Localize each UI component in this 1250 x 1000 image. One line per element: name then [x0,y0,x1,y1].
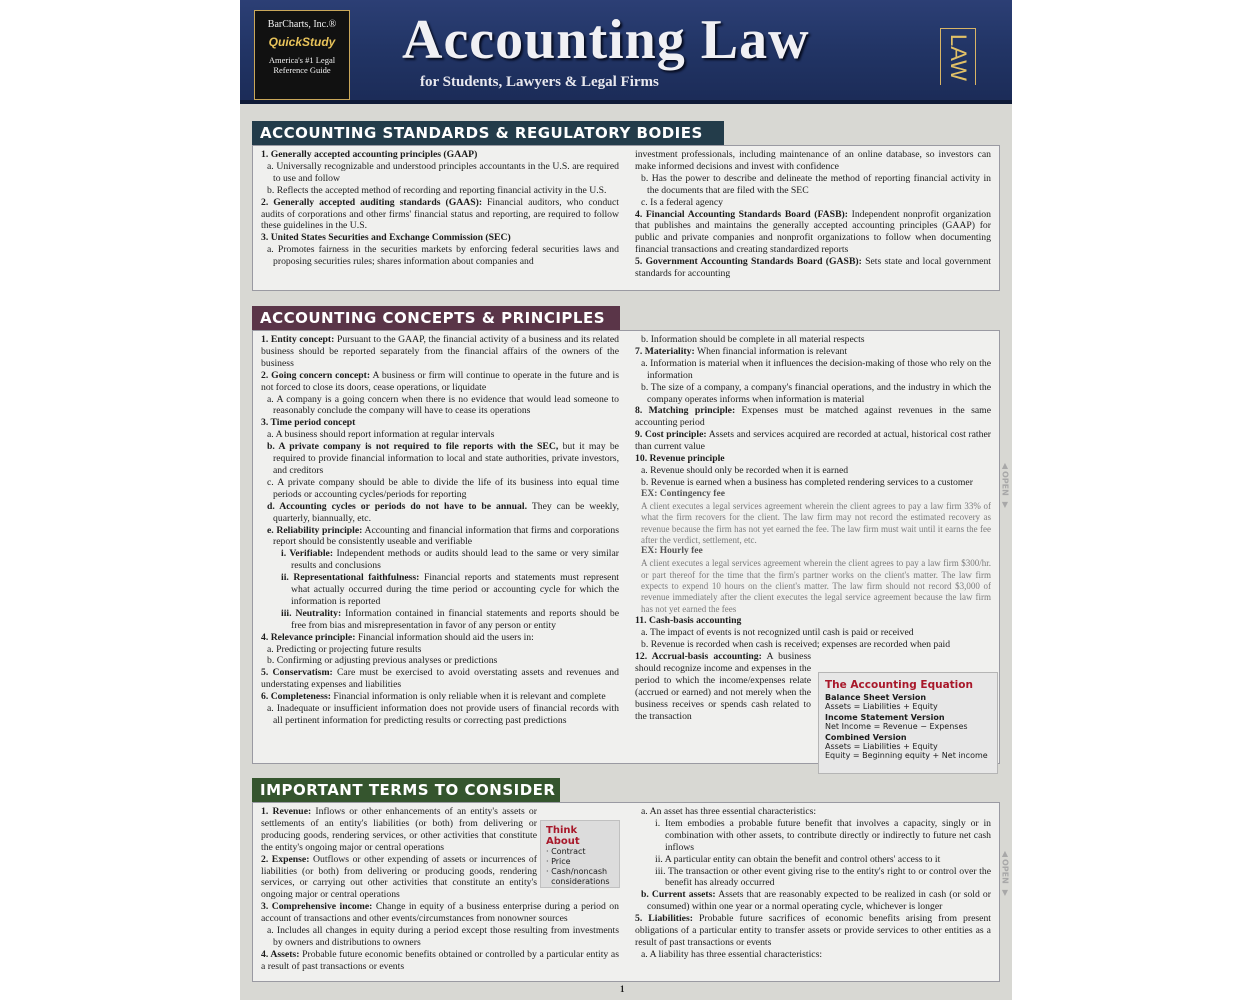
law-tab [940,28,976,85]
list-item-term: ii. Representational faithfulness: [281,572,420,584]
list-item-term: b. Current assets: [641,889,716,901]
list-item [261,441,619,477]
list-item-text: Financial auditors, who conduct audits of corporations and other firms' financial status and reporting, are required to follow these guidelines in the U.S. [261,196,620,232]
list-item [635,949,991,961]
list-item [635,639,991,651]
brand-logo: QuickStudy [268,35,336,49]
list-item [635,465,991,477]
list-item-text: Financial information should aid the users in: [355,631,534,643]
list-item-term: 1. Generally accepted accounting principles (GAAP) [261,149,478,160]
law-tab-label: LAW [946,33,971,81]
list-item-text: Assets and services acquired are recorded at actual, historical cost rather than current value [635,429,991,453]
brand-company: BarCharts, Inc.® [267,19,337,30]
list-item-term: 3. United States Securities and Exchange Commission (SEC) [261,232,511,244]
list-item-text: investment professionals, including maintenance of an online database, so investors can make informed decisions and invest with confidence [635,149,991,172]
think-item: · Contract [546,847,586,856]
list-item [635,889,991,913]
example-heading: EX: Hourly fee [641,546,703,557]
think-item: · Price [546,857,571,866]
list-item-text: A business should recognize income and expenses in the period to which the income/expenses relate (accrued or earned) and not merely when the business receives or spends cash related to the transaction [635,650,811,722]
list-item-term: 5. Government Accounting Standards Board (GASB): [635,256,862,268]
think-item: · Cash/noncash [546,867,608,876]
example-text: A client executes a legal services agreement wherein the client agrees to pay a law firm $300/hr. or part thereof for the time that the firm's partner works on the client's matter. The law firm expects to expend 10 hours on the client's matter. The law firm should not record $3,000 of revenue immediately after the client executes the legal service agreement because the law firm has not yet earned the fees [641,558,991,614]
list-item [635,429,991,453]
list-item [261,525,619,549]
list-item [635,256,991,280]
list-item-term: 1. Entity concept: [261,334,335,345]
list-item-text: Financial reports and statements must represent what actually occurred during the time period or accounting cycle for which the information is reported [291,572,619,607]
balance-sheet-label: Balance Sheet Version [825,693,927,702]
list-item-text: b. Confirming or adjusting previous analyses or predictions [267,655,498,667]
income-statement-formula: Net Income = Revenue − Expenses [825,722,968,731]
list-item [635,209,991,257]
list-item [261,334,619,370]
list-item-text: b. The size of a company, a company's financial operations, and the industry in which the company operates informs when information is material [641,381,991,405]
list-item-term: iii. Neutrality: [281,607,342,619]
terms-right-column [635,806,991,961]
standards-left-column [261,149,619,268]
list-item-text: Independent methods or audits should lead to the same or very similar results and conclusions [291,548,620,572]
list-item-term: e. Reliability principle: [267,524,363,536]
list-item [635,806,991,818]
list-item [261,477,619,501]
open-tab-top-label: OPEN [1000,471,1010,496]
list-item [261,417,619,429]
list-item [635,651,811,722]
list-item [261,667,619,691]
list-item [261,655,619,667]
list-item [635,818,991,854]
section-terms [252,802,1000,982]
list-item-text: iii. The transaction or other event giving rise to the entity's right to or control over the benefit has already occurred [655,865,991,889]
list-item-text: a. Includes all changes in equity during a period except those resulting from investments by owners and distributions to owners [267,925,619,948]
list-item-text: a. A company is a going concern when there is no evidence that would lead someone to reasonably conclude the company will have to cease its operations [267,393,619,417]
list-item [635,334,991,346]
section-header-standards: ACCOUNTING STANDARDS & REGULATORY BODIES [252,121,724,145]
list-item-term: 2. Going concern concept: [261,369,371,381]
list-item-text: Assets that are reasonably expected to be realized in cash (or sold or consumed) within one year or a normal operating cycle, whichever is longer [647,889,992,913]
header-banner [240,0,1012,104]
list-item [635,405,991,429]
list-item [635,477,991,489]
list-item-term: 6. Completeness: [261,691,331,703]
list-item-text: a. Information is material when it influences the decision-making of those who rely on the information [641,357,991,381]
list-item-term: 8. Matching principle: [635,405,736,417]
list-item [635,627,991,639]
list-item-text: b. Reflects the accepted method of recording and reporting financial activity in the U.S. [267,184,607,196]
list-item-text: a. Promotes fairness in the securities markets by enforcing federal securities laws and proposing securities rules; shares information about companies and [267,244,619,268]
list-item-text: Pursuant to the GAAP, the financial activity of a business and its related business should be reported separately from the financial affairs of the owners of the business [261,334,620,369]
list-item-text: a. Predicting or projecting future results [267,643,422,655]
list-item-text: Outflows or other expending of assets or incurrences of liabilities (or both) from delivering or producing goods, rendering services, or carrying out other activities that constitute an entity's ongoing major or central operations [261,853,537,901]
section-header-terms: IMPORTANT TERMS TO CONSIDER [252,778,560,802]
list-item-text: b. Revenue is recorded when cash is received; expenses are recorded when paid [641,639,951,651]
list-item [261,197,619,233]
list-item-text: Information contained in financial statements and reports should be free from bias and misrepresentation in favor of any person or entity [291,607,619,631]
list-item-text: a. A liability has three essential characteristics: [641,948,823,960]
list-item-term: 7. Materiality: [635,345,695,357]
list-item-text: Probable future economic benefits obtained or controlled by a particular entity as a result of past transactions or events [261,948,619,972]
open-tab-bottom: ▲ OPEN ▼ [1000,849,1010,897]
open-tab-top: ▲ OPEN ▼ [1000,461,1010,509]
list-item [261,429,619,441]
list-item-text: a. An asset has three essential characteristics: [641,806,817,817]
list-item [261,244,619,268]
list-item [261,691,619,703]
list-item [261,703,619,727]
combined-label: Combined Version [825,733,907,742]
list-item-text: b. Has the power to describe and delineate the method of reporting financial activity in the documents that are filed with the SEC [641,172,991,196]
list-item-term: 4. Financial Accounting Standards Board (FASB): [635,208,848,220]
list-item-term: 5. Conservatism: [261,667,333,679]
list-item [635,615,991,627]
list-item-text: c. Is a federal agency [641,196,724,208]
list-item [261,185,619,197]
list-item [261,232,619,244]
list-item [261,149,619,161]
list-item [261,370,619,394]
list-item [635,854,991,866]
list-item [261,854,537,902]
list-item-text: i. Item embodies a probable future benefit that involves a capacity, singly or in combination with other assets, to contribute directly or indirectly to future net cash inflows [655,817,991,853]
list-item-text: They can be weekly, quarterly, biannually, etc. [273,500,619,524]
accounting-equation-box [818,672,998,774]
list-item-term: 4. Relevance principle: [261,631,356,643]
list-item [261,572,619,608]
list-item-text: Care must be exercised to avoid overstating assets and revenues and understating expenses and liabilities [261,667,619,691]
list-item [635,382,991,406]
list-item-text: Change in equity of a business enterprise during a period on account of transactions and other events/circumstances from nonowner sources [261,901,619,925]
think-item: considerations [546,877,610,886]
think-about-title: Think About [546,825,580,847]
list-item [635,358,991,382]
list-item-text: c. A private company should be able to divide the life of its business into equal time periods or accounting cycles/periods for reporting [267,476,619,500]
page-title: Accounting Law [402,9,810,71]
income-statement-label: Income Statement Version [825,713,945,722]
list-item [261,901,619,925]
list-item [261,608,619,632]
list-item [261,501,619,525]
list-item [635,346,991,358]
list-item-text: Inflows or other enhancements of an entity's assets or settlements of an entity's liabilities (or both) from delivering or producing goods, rendering services, or other activities that constitute the entity's ongoing major or central operations [261,806,537,853]
list-item [635,197,991,209]
list-item-text: Probable future sacrifices of economic benefits arising from present obligations of a particular entity to transfer assets or provide services to other entities as a result of past transactions or events [635,913,991,948]
list-item-term: 11. Cash-basis accounting [635,615,742,627]
concepts-right-column [635,334,991,722]
list-item-text: a. The impact of events is not recognized until cash is paid or received [641,627,914,639]
brand-box [254,10,350,100]
concepts-left-column [261,334,619,727]
standards-right-column [635,149,991,280]
list-item-text: a. Inadequate or insufficient information does not provide users of financial records with all pertinent information for predicting results or correcting past predictions [267,703,619,726]
brand-tagline: America's #1 Legal Reference Guide [268,55,336,75]
page-number: 1 [620,984,625,994]
combined-formula-2: Equity = Beginning equity + Net income [825,751,988,760]
list-item [635,173,991,197]
list-item-term: d. Accounting cycles or periods do not have to be annual. [267,500,528,512]
list-item [635,913,991,949]
list-item-term: 2. Expense: [261,853,310,865]
list-item-text: A business or firm will continue to operate in the future and is not forced to close its doors, cease operations, or liquidate [261,369,619,393]
list-item-text: Sets state and local government standards for accounting [635,256,991,280]
list-item-text: When financial information is relevant [694,345,848,357]
list-item-term: b. A private company is not required to file reports with the SEC, [267,441,559,453]
list-item-text: b. Revenue is earned when a business has completed rendering services to a customer [641,476,973,488]
list-item-text: Financial information is only reliable when it is relevant and complete [330,691,606,703]
list-item-term: 3. Time period concept [261,417,356,429]
combined-formula-1: Assets = Liabilities + Equity [825,742,938,751]
section-standards [252,145,1000,291]
list-item-term: 10. Revenue principle [635,453,725,465]
list-item-text: a. Universally recognizable and understood principles accountants in the U.S. are required to use and follow [267,160,619,184]
example-text: A client executes a legal services agreement wherein the client agrees to pay a law firm 33% of what the firm recovers for the client. The law firm may not record the estimated recovery as revenue because the firm has not yet earned the fee. The law firm must wait until it earns the fee after the verdict, settlement, etc. [641,500,991,545]
reference-guide-page [240,0,1012,1000]
list-item [261,632,619,644]
list-item-text: Expenses must be matched against revenues in the same accounting period [635,405,992,429]
example-heading: EX: Contingency fee [641,488,725,499]
list-item-text: b. Information should be complete in all material respects [641,334,865,345]
think-about-box [540,820,620,888]
list-item-term: 5. Liabilities: [635,913,693,925]
list-item [261,806,537,854]
equation-title: The Accounting Equation [825,679,973,691]
list-item-term: 9. Cost principle: [635,429,707,441]
list-item [261,394,619,418]
list-item-text: a. Revenue should only be recorded when it is earned [641,464,849,476]
list-item-term: 12. Accrual-basis accounting: [635,650,762,662]
page-subtitle: for Students, Lawyers & Legal Firms [420,74,659,90]
list-item-term: 2. Generally accepted auditing standards (GAAS): [261,196,483,208]
section-header-concepts: ACCOUNTING CONCEPTS & PRINCIPLES [252,306,620,330]
list-item [261,925,619,949]
list-item [261,161,619,185]
list-item-term: 1. Revenue: [261,806,312,817]
list-item-text: Independent nonprofit organization that publishes and maintains the generally accepted accounting principles (GAAP) for public and private companies and nonprofit organizations to follow when documenting financial transactions and creating standardized reports [635,208,991,256]
list-item-text: Accounting and financial information that firms and corporations report should be consistently useable and verifiable [273,524,619,548]
list-item [261,949,619,973]
list-item-term: i. Verifiable: [281,548,334,560]
balance-sheet-formula: Assets = Liabilities + Equity [825,702,938,711]
list-item [261,644,619,656]
list-item-text: a. A business should report information at regular intervals [267,429,495,441]
list-item [635,453,991,465]
list-item-term: 3. Comprehensive income: [261,901,373,913]
list-item-text: but it may be required to provide financial information to local and state authorities, private investors, and creditors [273,441,619,476]
list-item-term: 4. Assets: [261,948,300,960]
list-item-text: ii. A particular entity can obtain the benefit and control others' access to it [655,853,941,865]
list-item [635,866,991,890]
list-item [635,149,991,173]
open-tab-bottom-label: OPEN [1000,859,1010,884]
list-item [261,548,619,572]
